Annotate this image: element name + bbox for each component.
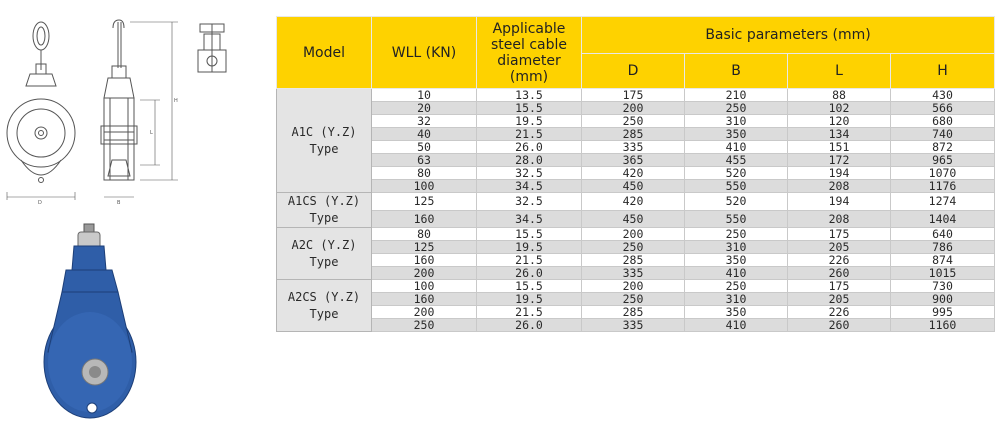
cell-h: 566 [891, 102, 995, 115]
cell-wll: 63 [372, 154, 477, 167]
table-body [277, 89, 995, 332]
table-row [277, 154, 995, 167]
table-row [277, 128, 995, 141]
model-type: Type [309, 306, 339, 321]
header-wll: WLL (KN) [372, 17, 477, 89]
cell-wll: 160 [372, 254, 477, 267]
cell-h: 786 [891, 241, 995, 254]
cell-h: 1404 [891, 210, 995, 228]
header-cable-line1: Applicable [492, 20, 566, 37]
header-cable-line3: diameter [497, 52, 561, 69]
cell-d: 450 [582, 210, 685, 228]
cell-wll: 160 [372, 210, 477, 228]
cell-cable: 15.5 [477, 280, 582, 293]
cell-l: 172 [788, 154, 891, 167]
cell-l: 226 [788, 306, 891, 319]
cell-h: 1160 [891, 319, 995, 332]
cell-b: 310 [685, 293, 788, 306]
cell-l: 88 [788, 89, 891, 102]
table-row [277, 293, 995, 306]
header-l: L [788, 54, 891, 89]
cell-d: 365 [582, 154, 685, 167]
model-type: Type [309, 141, 339, 156]
cell-d: 285 [582, 128, 685, 141]
cell-d: 200 [582, 280, 685, 293]
cell-l: 205 [788, 241, 891, 254]
cell-b: 520 [685, 193, 788, 211]
cell-cable: 28.0 [477, 154, 582, 167]
model-name: A1CS (Y.Z) [287, 194, 361, 208]
cell-b: 520 [685, 167, 788, 180]
cell-wll: 32 [372, 115, 477, 128]
cell-h: 1176 [891, 180, 995, 193]
cell-b: 210 [685, 89, 788, 102]
cell-b: 250 [685, 102, 788, 115]
cell-d: 420 [582, 193, 685, 211]
table-row [277, 280, 995, 293]
cell-wll: 250 [372, 319, 477, 332]
model-type: Type [309, 211, 339, 225]
cell-l: 226 [788, 254, 891, 267]
cell-cable: 21.5 [477, 306, 582, 319]
cell-cable: 26.0 [477, 267, 582, 280]
cell-b: 410 [685, 141, 788, 154]
cell-wll: 50 [372, 141, 477, 154]
cell-b: 350 [685, 254, 788, 267]
header-cable-line2: steel cable [490, 36, 567, 53]
model-cell-a2cs [277, 280, 372, 332]
cell-l: 194 [788, 167, 891, 180]
cell-d: 450 [582, 180, 685, 193]
cell-l: 134 [788, 128, 891, 141]
model-type: Type [309, 254, 339, 269]
cell-d: 250 [582, 241, 685, 254]
cell-b: 455 [685, 154, 788, 167]
cell-b: 250 [685, 228, 788, 241]
cell-d: 335 [582, 141, 685, 154]
cell-b: 310 [685, 115, 788, 128]
cell-b: 350 [685, 128, 788, 141]
cell-l: 175 [788, 280, 891, 293]
header-h: H [891, 54, 995, 89]
cell-d: 335 [582, 319, 685, 332]
cell-cable: 26.0 [477, 319, 582, 332]
table-row [277, 319, 995, 332]
cell-wll: 40 [372, 128, 477, 141]
cell-h: 1274 [891, 193, 995, 211]
cell-d: 175 [582, 89, 685, 102]
cell-wll: 125 [372, 241, 477, 254]
cell-h: 430 [891, 89, 995, 102]
cell-l: 151 [788, 141, 891, 154]
table-row [277, 241, 995, 254]
table-row [277, 180, 995, 193]
side-view-l-label: L [150, 130, 153, 136]
cell-l: 260 [788, 319, 891, 332]
table-row [277, 306, 995, 319]
cell-h: 872 [891, 141, 995, 154]
cell-l: 194 [788, 193, 891, 211]
cell-l: 120 [788, 115, 891, 128]
cell-b: 410 [685, 319, 788, 332]
cell-cable: 13.5 [477, 89, 582, 102]
cell-l: 102 [788, 102, 891, 115]
cell-cable: 21.5 [477, 128, 582, 141]
cell-wll: 80 [372, 228, 477, 241]
table-row [277, 193, 995, 211]
cell-h: 680 [891, 115, 995, 128]
cell-l: 208 [788, 180, 891, 193]
table-row [277, 167, 995, 180]
cell-h: 900 [891, 293, 995, 306]
header-cable-diameter [477, 17, 582, 89]
cell-b: 350 [685, 306, 788, 319]
cell-b: 310 [685, 241, 788, 254]
specification-table [276, 16, 995, 332]
cell-b: 550 [685, 210, 788, 228]
table-row [277, 228, 995, 241]
cell-l: 208 [788, 210, 891, 228]
cell-b: 410 [685, 267, 788, 280]
cell-cable: 34.5 [477, 210, 582, 228]
model-cell-a2c [277, 228, 372, 280]
cell-h: 1015 [891, 267, 995, 280]
cell-cable: 34.5 [477, 180, 582, 193]
header-b: B [685, 54, 788, 89]
model-name: A1C (Y.Z) [291, 124, 357, 139]
cell-cable: 19.5 [477, 293, 582, 306]
cell-b: 250 [685, 280, 788, 293]
table-row [277, 254, 995, 267]
cell-d: 285 [582, 306, 685, 319]
cell-l: 175 [788, 228, 891, 241]
table-row [277, 115, 995, 128]
table-row [277, 141, 995, 154]
side-view-b-label: B [117, 200, 121, 206]
cell-cable: 19.5 [477, 115, 582, 128]
cell-wll: 160 [372, 293, 477, 306]
cell-wll: 10 [372, 89, 477, 102]
cell-l: 205 [788, 293, 891, 306]
cell-h: 1070 [891, 167, 995, 180]
cell-wll: 80 [372, 167, 477, 180]
header-basic-parameters: Basic parameters (mm) [582, 17, 995, 54]
header-cable-line4: (mm) [509, 68, 549, 85]
cell-wll: 200 [372, 306, 477, 319]
cell-d: 285 [582, 254, 685, 267]
header-d: D [582, 54, 685, 89]
cell-wll: 125 [372, 193, 477, 211]
cell-wll: 200 [372, 267, 477, 280]
cell-d: 335 [582, 267, 685, 280]
cell-cable: 15.5 [477, 102, 582, 115]
cell-cable: 32.5 [477, 167, 582, 180]
model-cell-a1c [277, 89, 372, 193]
side-view-drawing [101, 20, 178, 197]
top-view-drawing [198, 24, 226, 72]
cell-cable: 32.5 [477, 193, 582, 211]
cell-h: 640 [891, 228, 995, 241]
table-row [277, 210, 995, 228]
table-row [277, 102, 995, 115]
table-row [277, 89, 995, 102]
model-cell-a1cs [277, 193, 372, 228]
cell-d: 250 [582, 115, 685, 128]
cell-cable: 15.5 [477, 228, 582, 241]
cell-l: 260 [788, 267, 891, 280]
cell-h: 874 [891, 254, 995, 267]
model-name: A2CS (Y.Z) [287, 289, 361, 304]
header-model: Model [277, 17, 372, 89]
front-view-drawing [7, 22, 75, 200]
cell-d: 200 [582, 102, 685, 115]
cell-wll: 20 [372, 102, 477, 115]
model-name: A2C (Y.Z) [291, 237, 357, 252]
cell-cable: 19.5 [477, 241, 582, 254]
cell-cable: 21.5 [477, 254, 582, 267]
cell-d: 200 [582, 228, 685, 241]
table-row [277, 267, 995, 280]
cell-b: 550 [685, 180, 788, 193]
cell-d: 420 [582, 167, 685, 180]
cell-wll: 100 [372, 180, 477, 193]
cell-cable: 26.0 [477, 141, 582, 154]
cell-h: 730 [891, 280, 995, 293]
cell-wll: 100 [372, 280, 477, 293]
cell-h: 995 [891, 306, 995, 319]
cell-h: 965 [891, 154, 995, 167]
pulley-block-photo [40, 222, 140, 422]
cell-h: 740 [891, 128, 995, 141]
front-view-d-label: D [38, 200, 42, 206]
cell-d: 250 [582, 293, 685, 306]
side-view-h-label: H [174, 98, 178, 104]
